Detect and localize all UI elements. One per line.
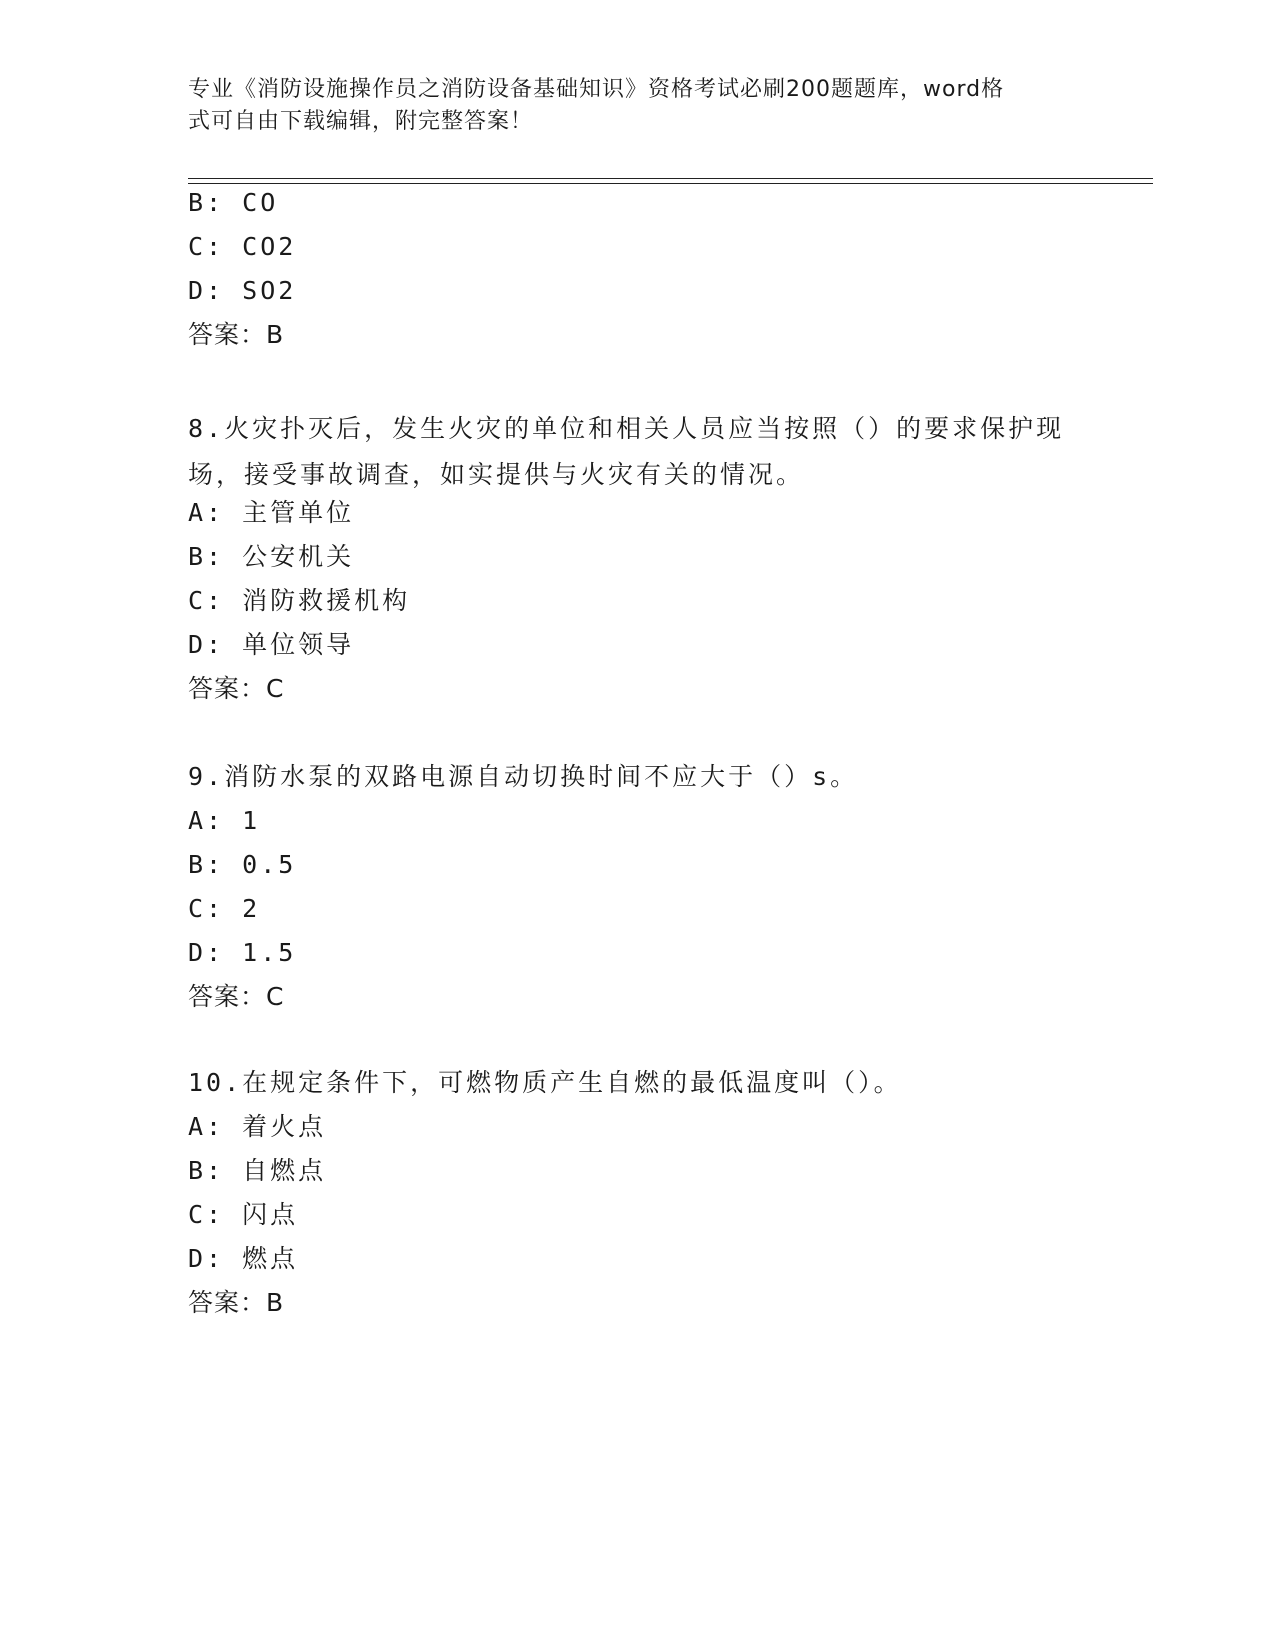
q8-option-b: B: 公安机关 — [188, 542, 355, 571]
q10-answer: 答案：B — [188, 1288, 285, 1317]
q8-stem: 8.火灾扑灭后，发生火灾的单位和相关人员应当按照（）的要求保护现场，接受事故调查，如实提供与火灾有关的情况。 — [188, 414, 1065, 489]
q8-option-c: C: 消防救援机构 — [188, 586, 411, 615]
q8-option-a: A: 主管单位 — [188, 498, 355, 527]
header-rule-bottom — [188, 183, 1153, 184]
q9-answer: 答案：C — [188, 982, 285, 1011]
q10-stem: 10.在规定条件下，可燃物质产生自燃的最低温度叫（）。 — [188, 1068, 902, 1097]
q10-option-a: A: 着火点 — [188, 1112, 327, 1141]
q7-option-c: C: CO2 — [188, 232, 297, 261]
q8-option-d: D: 单位领导 — [188, 630, 355, 659]
q10-option-d: D: 燃点 — [188, 1244, 299, 1273]
q7-option-d: D: SO2 — [188, 276, 297, 305]
q8-answer: 答案：C — [188, 674, 285, 703]
q7-answer: 答案：B — [188, 320, 285, 349]
header-title-line-2: 式可自由下载编辑，附完整答案！ — [188, 109, 534, 134]
header-title-line-1: 专业《消防设施操作员之消防设备基础知识》资格考试必刷200题题库，word格 — [188, 77, 1005, 102]
document-header — [188, 74, 1068, 138]
q9-option-d: D: 1.5 — [188, 938, 297, 967]
q9-option-b: B: 0.5 — [188, 850, 297, 879]
q9-option-a: A: 1 — [188, 806, 261, 835]
q10-option-b: B: 自燃点 — [188, 1156, 327, 1185]
q9-option-c: C: 2 — [188, 894, 261, 923]
q10-option-c: C: 闪点 — [188, 1200, 299, 1229]
q7-option-b: B: CO — [188, 188, 279, 217]
header-rule-top — [188, 178, 1153, 179]
q9-stem: 9.消防水泵的双路电源自动切换时间不应大于（）s。 — [188, 762, 859, 791]
